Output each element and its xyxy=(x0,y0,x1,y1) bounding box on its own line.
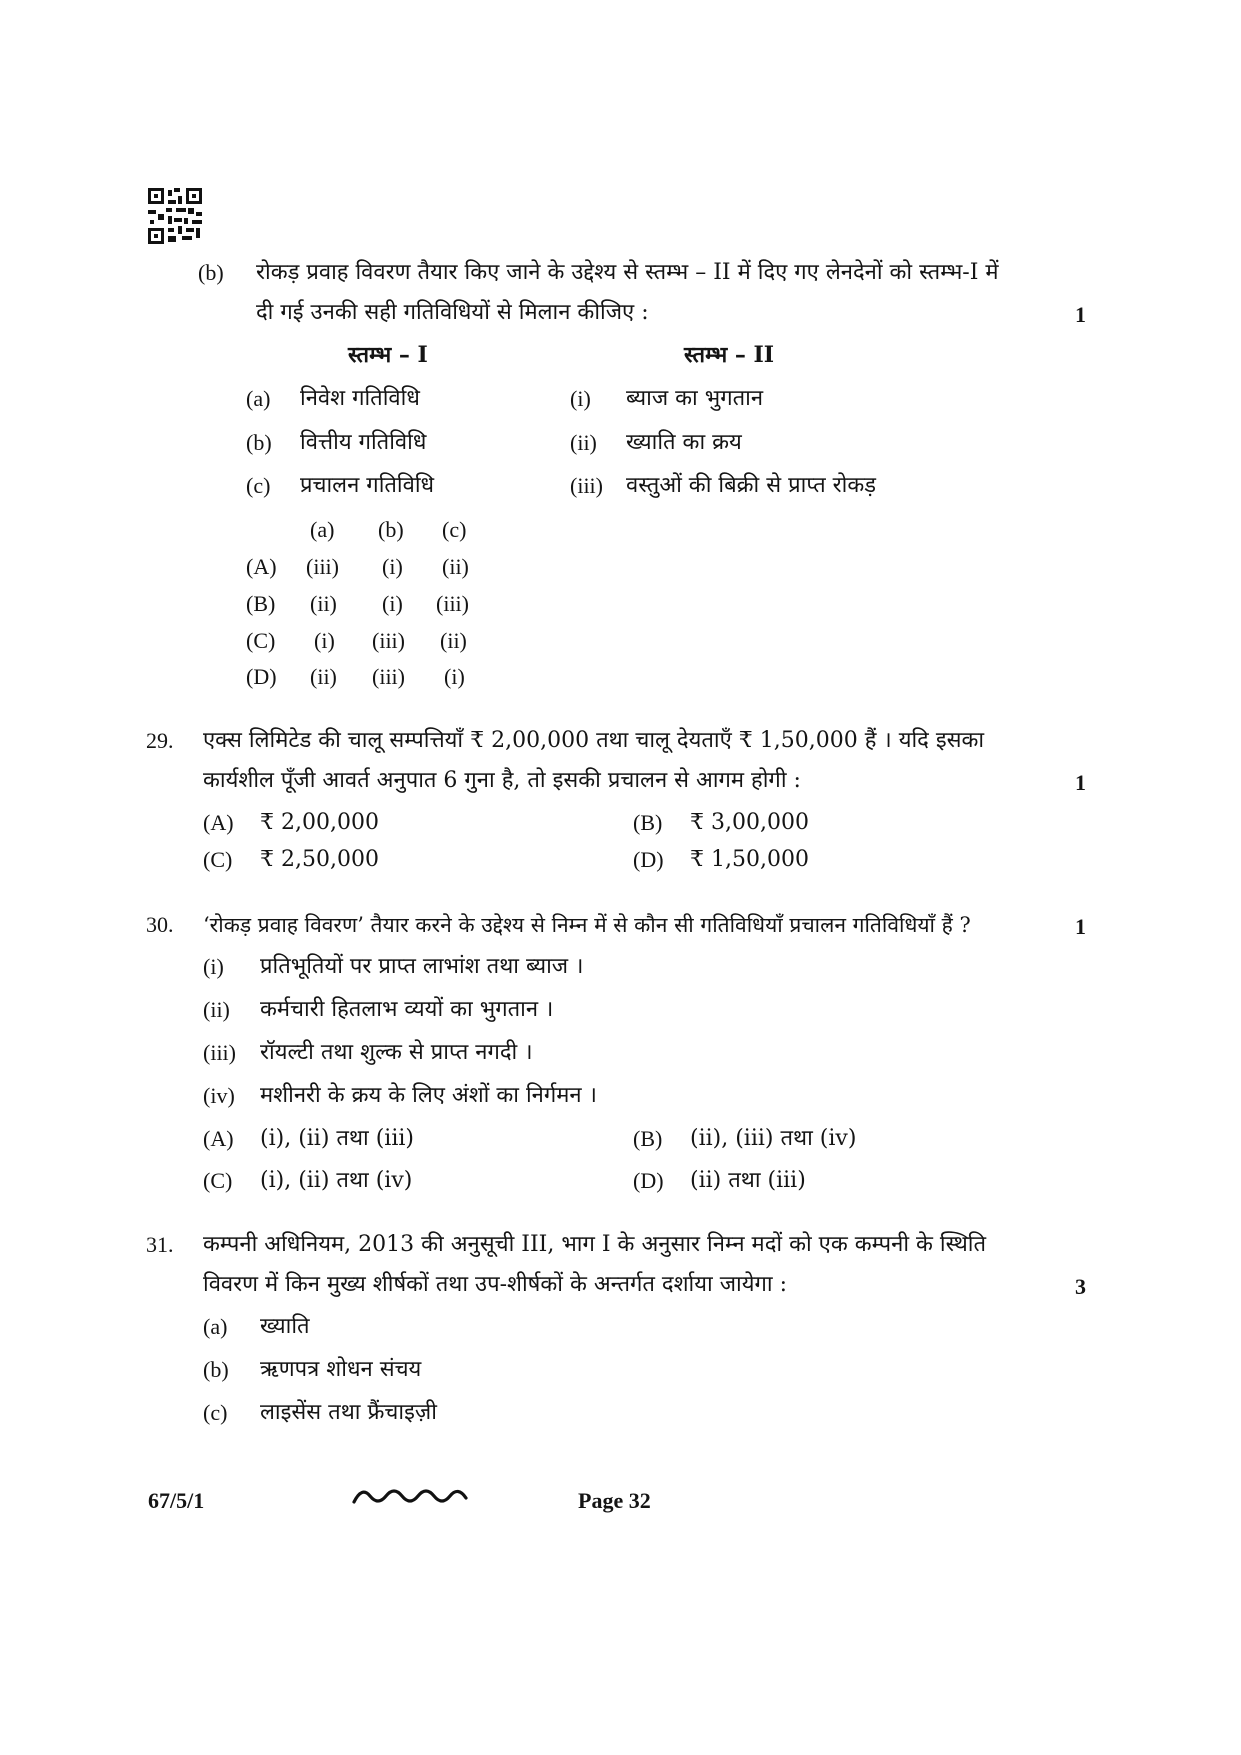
grid-option-label: (A) xyxy=(246,554,277,579)
grid-cell: (i) xyxy=(444,664,465,689)
q30-item-text: रॉयल्टी तथा शुल्क से प्राप्त नगदी । xyxy=(260,1040,533,1065)
q30-number: 30. xyxy=(146,912,174,937)
q29-option-label: (B) xyxy=(633,810,663,835)
grid-header-c: (c) xyxy=(442,517,467,542)
q29-option-text: ₹ 1,50,000 xyxy=(690,847,809,872)
grid-cell: (i) xyxy=(314,628,335,653)
q30-item-text: मशीनरी के क्रय के लिए अंशों का निर्गमन । xyxy=(260,1083,597,1108)
grid-header-b: (b) xyxy=(378,517,404,542)
col1-item-text: वित्तीय गतिविधि xyxy=(300,430,427,455)
q31-text-line1: कम्पनी अधिनियम, 2013 की अनुसूची III, भाग I के अनुसार निम्न मदों को एक कम्पनी के स्थिति xyxy=(203,1232,987,1257)
col1-item-label: (b) xyxy=(246,430,272,455)
q28b-label: (b) xyxy=(198,260,224,285)
q30-text-line1: ‘रोकड़ प्रवाह विवरण’ तैयार करने के उद्देश्य से निम्न में से कौन सी गतिविधियाँ प्रचालन गतिविधियाँ हैं ? xyxy=(203,913,971,937)
q28b-text-line2: दी गई उनकी सही गतिविधियों से मिलान कीजिए : xyxy=(256,300,649,325)
q29-number: 29. xyxy=(146,728,174,753)
q31-item-label: (a) xyxy=(203,1314,228,1339)
grid-cell: (ii) xyxy=(440,628,467,653)
q31-marks: 3 xyxy=(1075,1274,1086,1299)
q30-item-text: कर्मचारी हितलाभ व्ययों का भुगतान । xyxy=(260,997,554,1022)
q30-option-label: (C) xyxy=(203,1168,233,1193)
q30-item-label: (i) xyxy=(203,954,224,979)
q31-item-text: लाइसेंस तथा फ्रैंचाइज़ी xyxy=(260,1400,437,1425)
q30-option-text: (i), (ii) तथा (iii) xyxy=(260,1126,414,1151)
q30-item-label: (iii) xyxy=(203,1040,236,1065)
col2-item-text: वस्तुओं की बिक्री से प्राप्त रोकड़ xyxy=(626,473,876,498)
col2-item-label: (i) xyxy=(570,386,591,411)
col2-item-label: (ii) xyxy=(570,430,597,455)
page-number: Page 32 xyxy=(578,1488,651,1513)
q30-option-label: (D) xyxy=(633,1168,664,1193)
grid-option-label: (B) xyxy=(246,591,276,616)
q30-option-label: (B) xyxy=(633,1126,663,1151)
q29-marks: 1 xyxy=(1075,770,1086,795)
q30-option-label: (A) xyxy=(203,1126,234,1151)
col1-item-text: प्रचालन गतिविधि xyxy=(300,473,435,498)
grid-cell: (iii) xyxy=(436,591,469,616)
q29-text-line2: कार्यशील पूँजी आवर्त अनुपात 6 गुना है, तो इसकी प्रचालन से आगम होगी : xyxy=(203,768,801,793)
q29-option-text: ₹ 3,00,000 xyxy=(690,810,809,835)
q30-item-text: प्रतिभूतियों पर प्राप्त लाभांश तथा ब्याज । xyxy=(260,954,584,979)
q29-option-text: ₹ 2,50,000 xyxy=(260,847,379,872)
q30-option-text: (ii), (iii) तथा (iv) xyxy=(690,1126,857,1151)
paper-code: 67/5/1 xyxy=(148,1488,205,1513)
grid-cell: (ii) xyxy=(442,554,469,579)
q30-option-text: (i), (ii) तथा (iv) xyxy=(260,1168,413,1193)
q31-item-label: (b) xyxy=(203,1357,229,1382)
q29-option-text: ₹ 2,00,000 xyxy=(260,810,379,835)
grid-cell: (ii) xyxy=(310,591,337,616)
col1-item-label: (a) xyxy=(246,386,271,411)
q30-option-text: (ii) तथा (iii) xyxy=(690,1168,806,1193)
q29-text-line1: एक्स लिमिटेड की चालू सम्पत्तियाँ ₹ 2,00,000 तथा चालू देयताएँ ₹ 1,50,000 हैं । यदि इसका xyxy=(203,728,985,753)
q31-item-text: ख्याति xyxy=(260,1314,310,1339)
q28b-marks: 1 xyxy=(1075,302,1086,327)
col2-item-text: ब्याज का भुगतान xyxy=(626,386,764,411)
q30-marks: 1 xyxy=(1075,914,1086,939)
col1-item-label: (c) xyxy=(246,473,271,498)
col2-item-label: (iii) xyxy=(570,473,603,498)
column-1-header: स्तम्भ – I xyxy=(348,342,428,368)
col2-item-text: ख्याति का क्रय xyxy=(626,430,742,455)
q29-option-label: (D) xyxy=(633,847,664,872)
grid-cell: (i) xyxy=(382,554,403,579)
grid-option-label: (C) xyxy=(246,628,276,653)
column-2-header: स्तम्भ – II xyxy=(684,342,775,368)
q31-item-text: ऋणपत्र शोधन संचय xyxy=(260,1357,422,1382)
grid-cell: (i) xyxy=(382,591,403,616)
qr-code-icon xyxy=(148,188,202,244)
q30-item-label: (ii) xyxy=(203,997,230,1022)
q31-item-label: (c) xyxy=(203,1400,228,1425)
q30-item-label: (iv) xyxy=(203,1083,235,1108)
q31-text-line2: विवरण में किन मुख्य शीर्षकों तथा उप-शीर्षकों के अन्तर्गत दर्शाया जायेगा : xyxy=(203,1272,787,1297)
grid-cell: (iii) xyxy=(306,554,339,579)
q29-option-label: (C) xyxy=(203,847,233,872)
grid-cell: (iii) xyxy=(372,664,405,689)
grid-header-a: (a) xyxy=(310,517,335,542)
grid-cell: (ii) xyxy=(310,664,337,689)
q31-number: 31. xyxy=(146,1232,174,1257)
grid-option-label: (D) xyxy=(246,664,277,689)
wave-ornament-icon xyxy=(352,1480,470,1510)
q29-option-label: (A) xyxy=(203,810,234,835)
q28b-text-line1: रोकड़ प्रवाह विवरण तैयार किए जाने के उद्देश्य से स्तम्भ – II में दिए गए लेनदेनों को स्तम्भ-I में xyxy=(256,260,999,285)
grid-cell: (iii) xyxy=(372,628,405,653)
col1-item-text: निवेश गतिविधि xyxy=(300,386,420,411)
